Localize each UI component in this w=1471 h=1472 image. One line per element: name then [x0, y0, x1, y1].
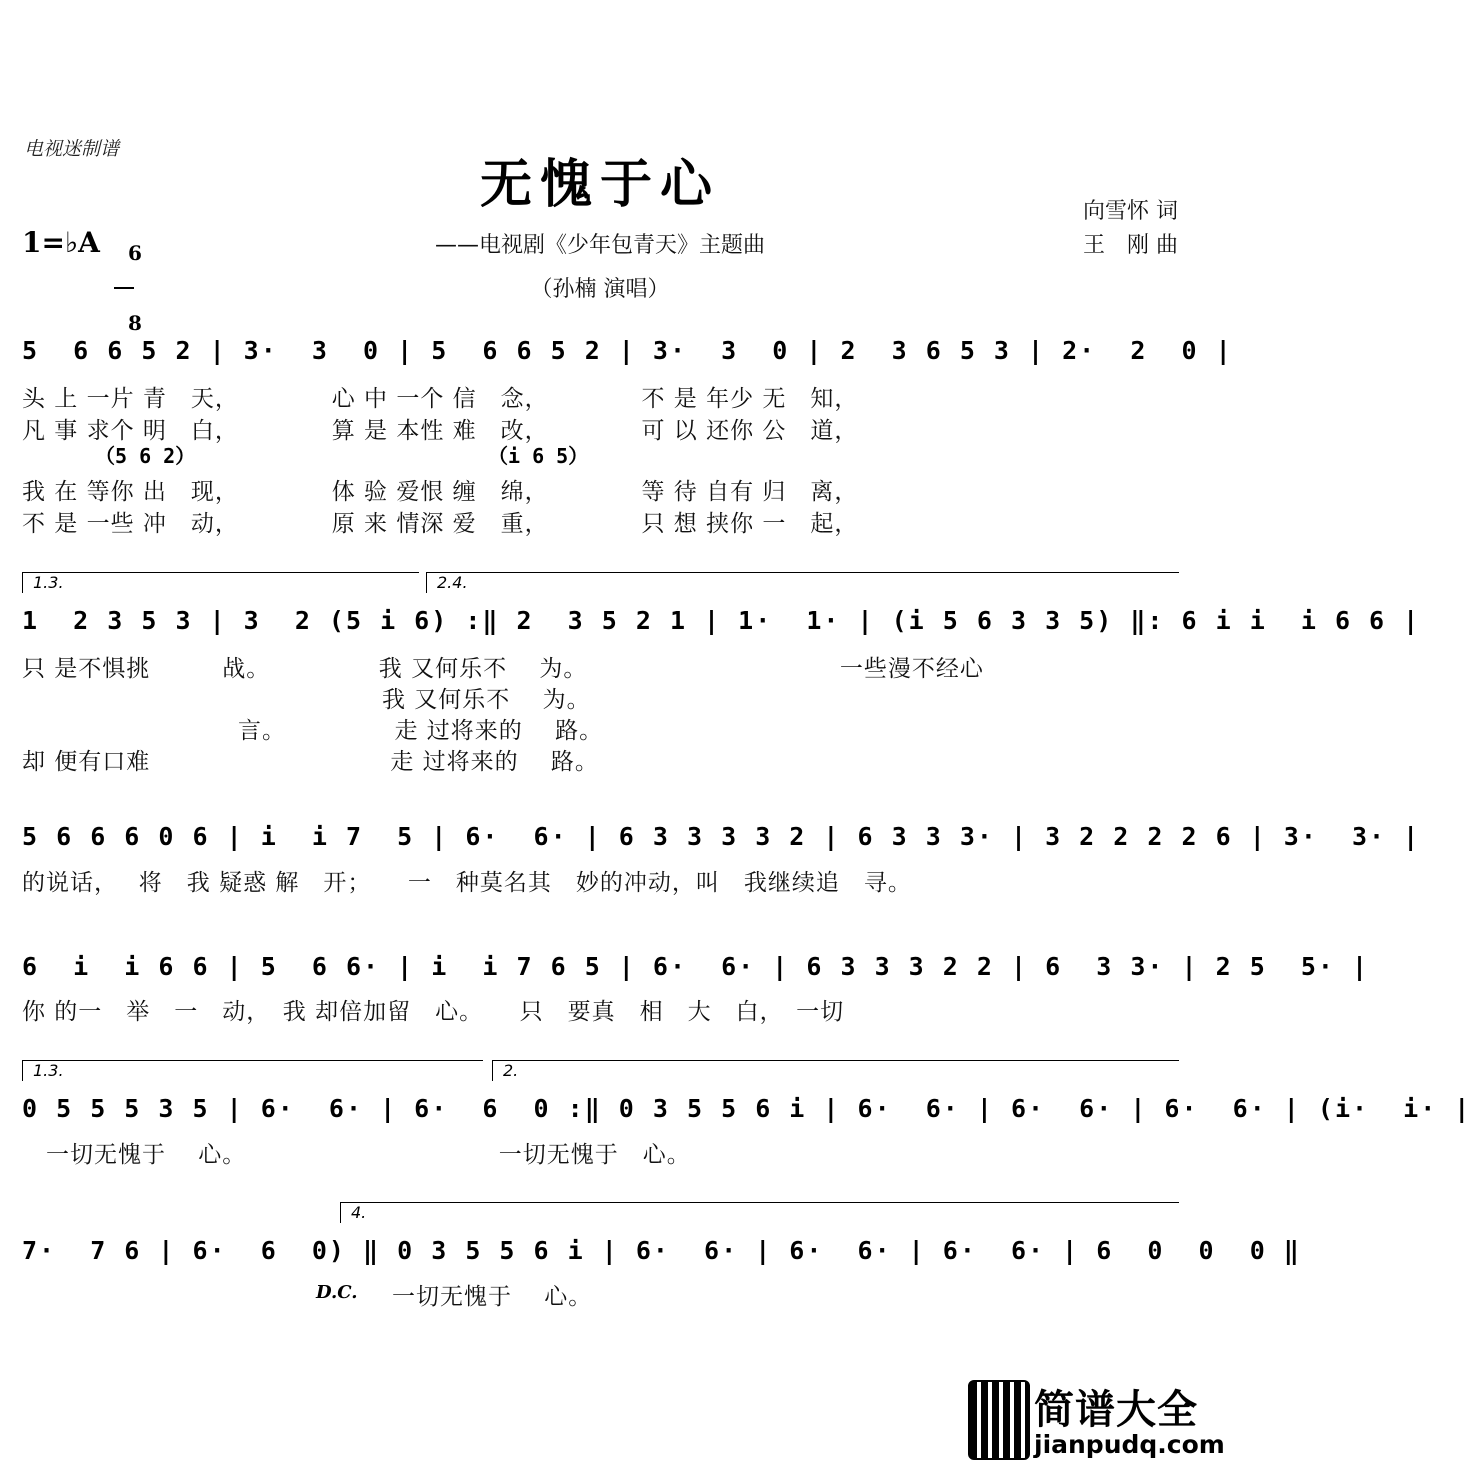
- notation-row-4: 6 i i 6 6 | 5 6 6· | i i 7 6 5 | 6· 6· | 6 3 3 3 2 2 | 6 3 3· | 2 5 5· |: [22, 952, 1370, 981]
- lyric-line: 我 在 等你 出 现， 体 验 爱恨 缠 绵， 等 待 自有 归 离，: [22, 479, 859, 505]
- da-capo-mark: D.C.: [316, 1282, 358, 1303]
- lyric-line: 凡 事 求个 明 白， 算 是 本性 难 改， 可 以 还你 公 道，: [22, 418, 859, 444]
- piano-keys-icon: [968, 1380, 1030, 1460]
- key-signature: 1=♭A: [22, 226, 100, 259]
- brand-url: jianpudq.com: [1034, 1430, 1225, 1459]
- lyric-line: 言。 走 过将来的 路。: [22, 718, 604, 744]
- lyric-line: 头 上 一片 青 天， 心 中 一个 信 念， 不 是 年少 无 知，: [22, 386, 859, 412]
- notation-row-5: 0 5 5 5 3 5 | 6· 6· | 6· 6 0 :‖ 0 3 5 5 6 i | 6· 6· | 6· 6· | 6· 6· | (i· i· |: [22, 1094, 1471, 1123]
- meter-bottom: 8: [127, 311, 142, 335]
- volta-bracket: [340, 1202, 1179, 1223]
- song-title: 无愧于心: [479, 154, 720, 215]
- lyric-line: 我 又何乐不 为。: [22, 687, 591, 713]
- notation-row-1: 5 6 6 5 2 | 3· 3 0 | 5 6 6 5 2 | 3· 3 0 | 2 3 6 5 3 | 2· 2 0 |: [22, 336, 1233, 365]
- lyric-line: 的说话， 将 我 疑惑 解 开； 一 种莫名其 妙的冲动，叫 我继续追 寻。: [22, 870, 912, 896]
- meter-top: 6: [127, 241, 142, 265]
- notation-row-3: 5 6 6 6 0 6 | i i 7 5 | 6· 6· | 6 3 3 3 3 2 | 6 3 3 3· | 3 2 2 2 2 6 | 3· 3· |: [22, 822, 1421, 851]
- composer-credit: 王 刚 曲: [1083, 233, 1178, 258]
- alt-notes-hint: （5 6 2）: [95, 444, 196, 468]
- brand-watermark: [968, 1378, 1225, 1468]
- lyric-line: 却 便有口难 走 过将来的 路。: [22, 749, 599, 775]
- notation-row-2: 1 2 3 5 3 | 3 2 (5 i 6) :‖ 2 3 5 2 1 | 1· 1· | (i 5 6 3 3 5) ‖: 6 i i i 6 6 |: [22, 606, 1421, 635]
- lyricist-credit: 向雪怀 词: [1083, 199, 1178, 224]
- volta-label: 1.3.: [33, 573, 64, 592]
- lyric-line: 一切无愧于 心。 一切无愧于 心。: [22, 1142, 691, 1168]
- volta-label: 2.: [503, 1061, 519, 1080]
- volta-label: 2.4.: [437, 573, 468, 592]
- lyric-line: 你 的一 举 一 动， 我 却倍加留 心。 只 要真 相 大 白， 一切: [22, 999, 845, 1025]
- maker-label: 电视迷制谱: [24, 138, 120, 160]
- volta-label: 1.3.: [33, 1061, 64, 1080]
- song-subtitle: ——电视剧《少年包青天》主题曲: [434, 233, 765, 258]
- lyric-line: 不 是 一些 冲 动， 原 来 情深 爱 重， 只 想 挟你 一 起，: [22, 511, 859, 537]
- lyric-line: 只 是不惧挑 战。 我 又何乐不 为。 一些漫不经心: [22, 656, 984, 682]
- brand-name: 简谱大全: [1034, 1387, 1198, 1433]
- notation-row-6: 7· 7 6 | 6· 6 0) ‖ 0 3 5 5 6 i | 6· 6· | 6· 6· | 6· 6· | 6 0 0 0 ‖: [22, 1236, 1301, 1265]
- volta-bracket: [426, 572, 1179, 593]
- volta-bracket: [492, 1060, 1179, 1081]
- volta-bracket: [22, 1060, 483, 1081]
- lyric-line: 一切无愧于 心。: [392, 1284, 593, 1310]
- time-signature: [114, 220, 142, 334]
- volta-label: 4.: [351, 1203, 367, 1222]
- singer-credit: （孙楠 演唱）: [530, 277, 670, 302]
- alt-notes-hint: （i 6 5）: [488, 444, 589, 468]
- volta-bracket: [22, 572, 419, 593]
